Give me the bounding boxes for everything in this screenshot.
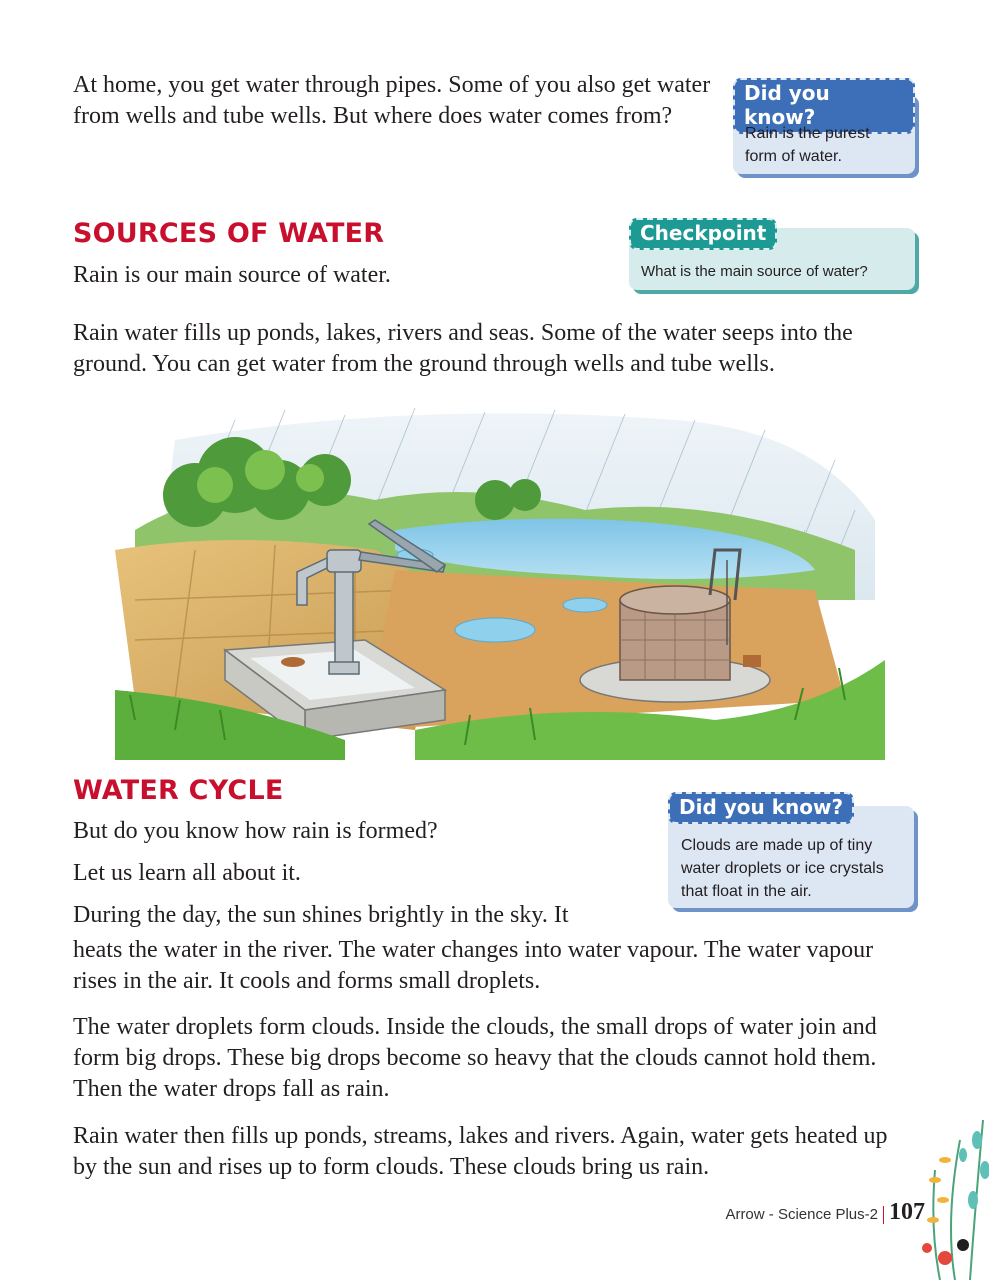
checkpoint-text: What is the main source of water? [641, 263, 868, 280]
did-you-know-tag-2: Did you know? [668, 792, 854, 824]
sources-paragraph: Rain water fills up ponds, lakes, rivers and seas. Some of the water seeps into the ground. You can get water from the ground through wells and tube wells. [73, 320, 853, 377]
water-cycle-p1: But do you know how rain is formed? [73, 818, 438, 844]
intro-paragraph: At home, you get water through pipes. Some of you also get water from wells and tube wells. But where does water comes from? [73, 72, 711, 129]
did-you-know-tag: Did you know? [733, 78, 915, 134]
did-you-know-box-2 [668, 795, 914, 908]
checkpoint-box [629, 221, 915, 290]
water-cycle-p4: The water droplets form clouds. Inside the clouds, the small drops of water join and form big drops. These big drops become so heavy that the clouds cannot hold them. Then the water drops fall as rain. [73, 1014, 877, 1102]
did-you-know-box [733, 81, 915, 174]
book-title: Arrow - Science Plus-2 [725, 1206, 878, 1223]
water-cycle-p2: Let us learn all about it. [73, 860, 301, 886]
footer-divider [883, 1206, 884, 1224]
decorative-plant-icon [915, 1100, 989, 1280]
rain-landscape-illustration [115, 400, 885, 760]
water-cycle-heading: WATER CYCLE [73, 775, 284, 806]
page-footer [725, 1199, 925, 1226]
did-you-know-text: Rain is the purest form of water. [745, 125, 870, 165]
sources-line: Rain is our main source of water. [73, 262, 391, 288]
sources-heading: SOURCES OF WATER [73, 218, 385, 249]
water-cycle-p5: Rain water then fills up ponds, streams, lakes and rivers. Again, water gets heated up by the sun and rises up to form clouds. These clouds bring us rain. [73, 1123, 888, 1180]
checkpoint-tag: Checkpoint [629, 218, 777, 250]
page-number: 107 [889, 1199, 925, 1225]
water-cycle-p3b: heats the water in the river. The water changes into water vapour. The water vapour rises in the air. It cools and forms small droplets. [73, 937, 874, 994]
did-you-know-text-2: Clouds are made up of tiny water droplets or ice crystals that float in the air. [681, 837, 884, 900]
water-cycle-p3a: During the day, the sun shines brightly in the sky. It [73, 902, 569, 928]
